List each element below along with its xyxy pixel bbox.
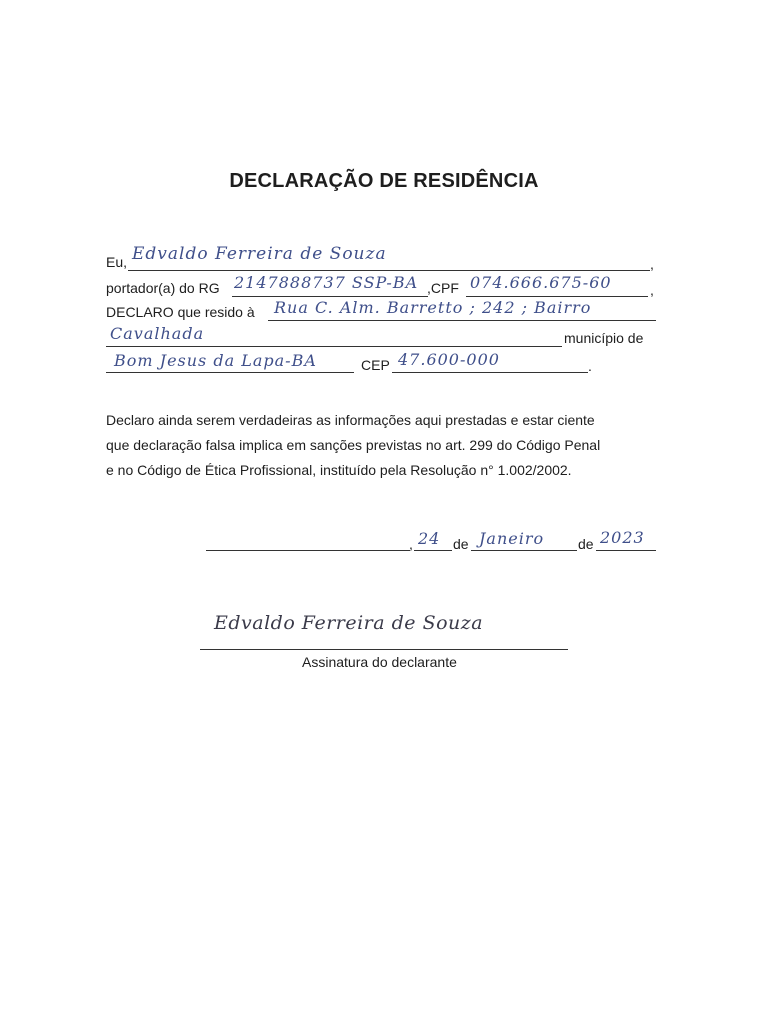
address-underline-1 — [268, 320, 656, 321]
date-place-underline — [206, 550, 410, 551]
city-underline — [106, 372, 354, 373]
municipio-label: município de — [564, 330, 644, 346]
date-month: Janeiro — [479, 529, 545, 548]
cep-label: CEP — [361, 357, 390, 373]
date-day: 24 — [418, 529, 441, 548]
cep-value: 47.600-000 — [398, 350, 500, 369]
cep-underline — [392, 372, 588, 373]
eu-label: Eu, — [106, 254, 128, 270]
month-underline — [471, 550, 577, 551]
paragraph-line-1: Declaro ainda serem verdadeiras as informações aqui prestadas e estar ciente — [106, 412, 595, 428]
address-underline-2 — [106, 346, 562, 347]
cep-period: . — [588, 358, 592, 374]
rg-value: 2147888737 SSP-BA — [234, 273, 419, 292]
day-underline — [414, 550, 452, 551]
signature-caption: Assinatura do declarante — [302, 654, 457, 670]
date-de-label-1: de — [453, 536, 469, 552]
date-comma: , — [409, 536, 413, 552]
name-comma: , — [650, 256, 654, 272]
rg-underline — [232, 296, 428, 297]
cpf-value: 074.666.675-60 — [470, 273, 612, 292]
city-value: Bom Jesus da Lapa-BA — [114, 351, 317, 370]
paragraph-line-3: e no Código de Ética Profissional, instituído pela Resolução n° 1.002/2002. — [106, 462, 572, 478]
date-year: 2023 — [600, 528, 645, 547]
cpf-label: ,CPF — [427, 280, 459, 296]
paragraph-line-2: que declaração falsa implica em sanções previstas no art. 299 do Código Penal — [106, 437, 601, 453]
signature-underline — [200, 649, 568, 650]
name-underline — [128, 270, 650, 271]
address-value-line2: Cavalhada — [110, 324, 205, 343]
date-de-label-2: de — [578, 536, 594, 552]
declaration-paragraph — [106, 408, 666, 483]
cpf-underline — [466, 296, 648, 297]
rg-label: portador(a) do RG — [106, 280, 220, 296]
declaro-label: DECLARO que resido à — [106, 304, 255, 320]
cpf-comma: , — [650, 282, 654, 298]
handwritten-signature: Edvaldo Ferreira de Souza — [214, 612, 484, 634]
year-underline — [596, 550, 656, 551]
name-value: Edvaldo Ferreira de Souza — [132, 244, 387, 264]
address-value-line1: Rua C. Alm. Barretto ; 242 ; Bairro — [274, 298, 592, 317]
document-title: DECLARAÇÃO DE RESIDÊNCIA — [229, 170, 539, 192]
